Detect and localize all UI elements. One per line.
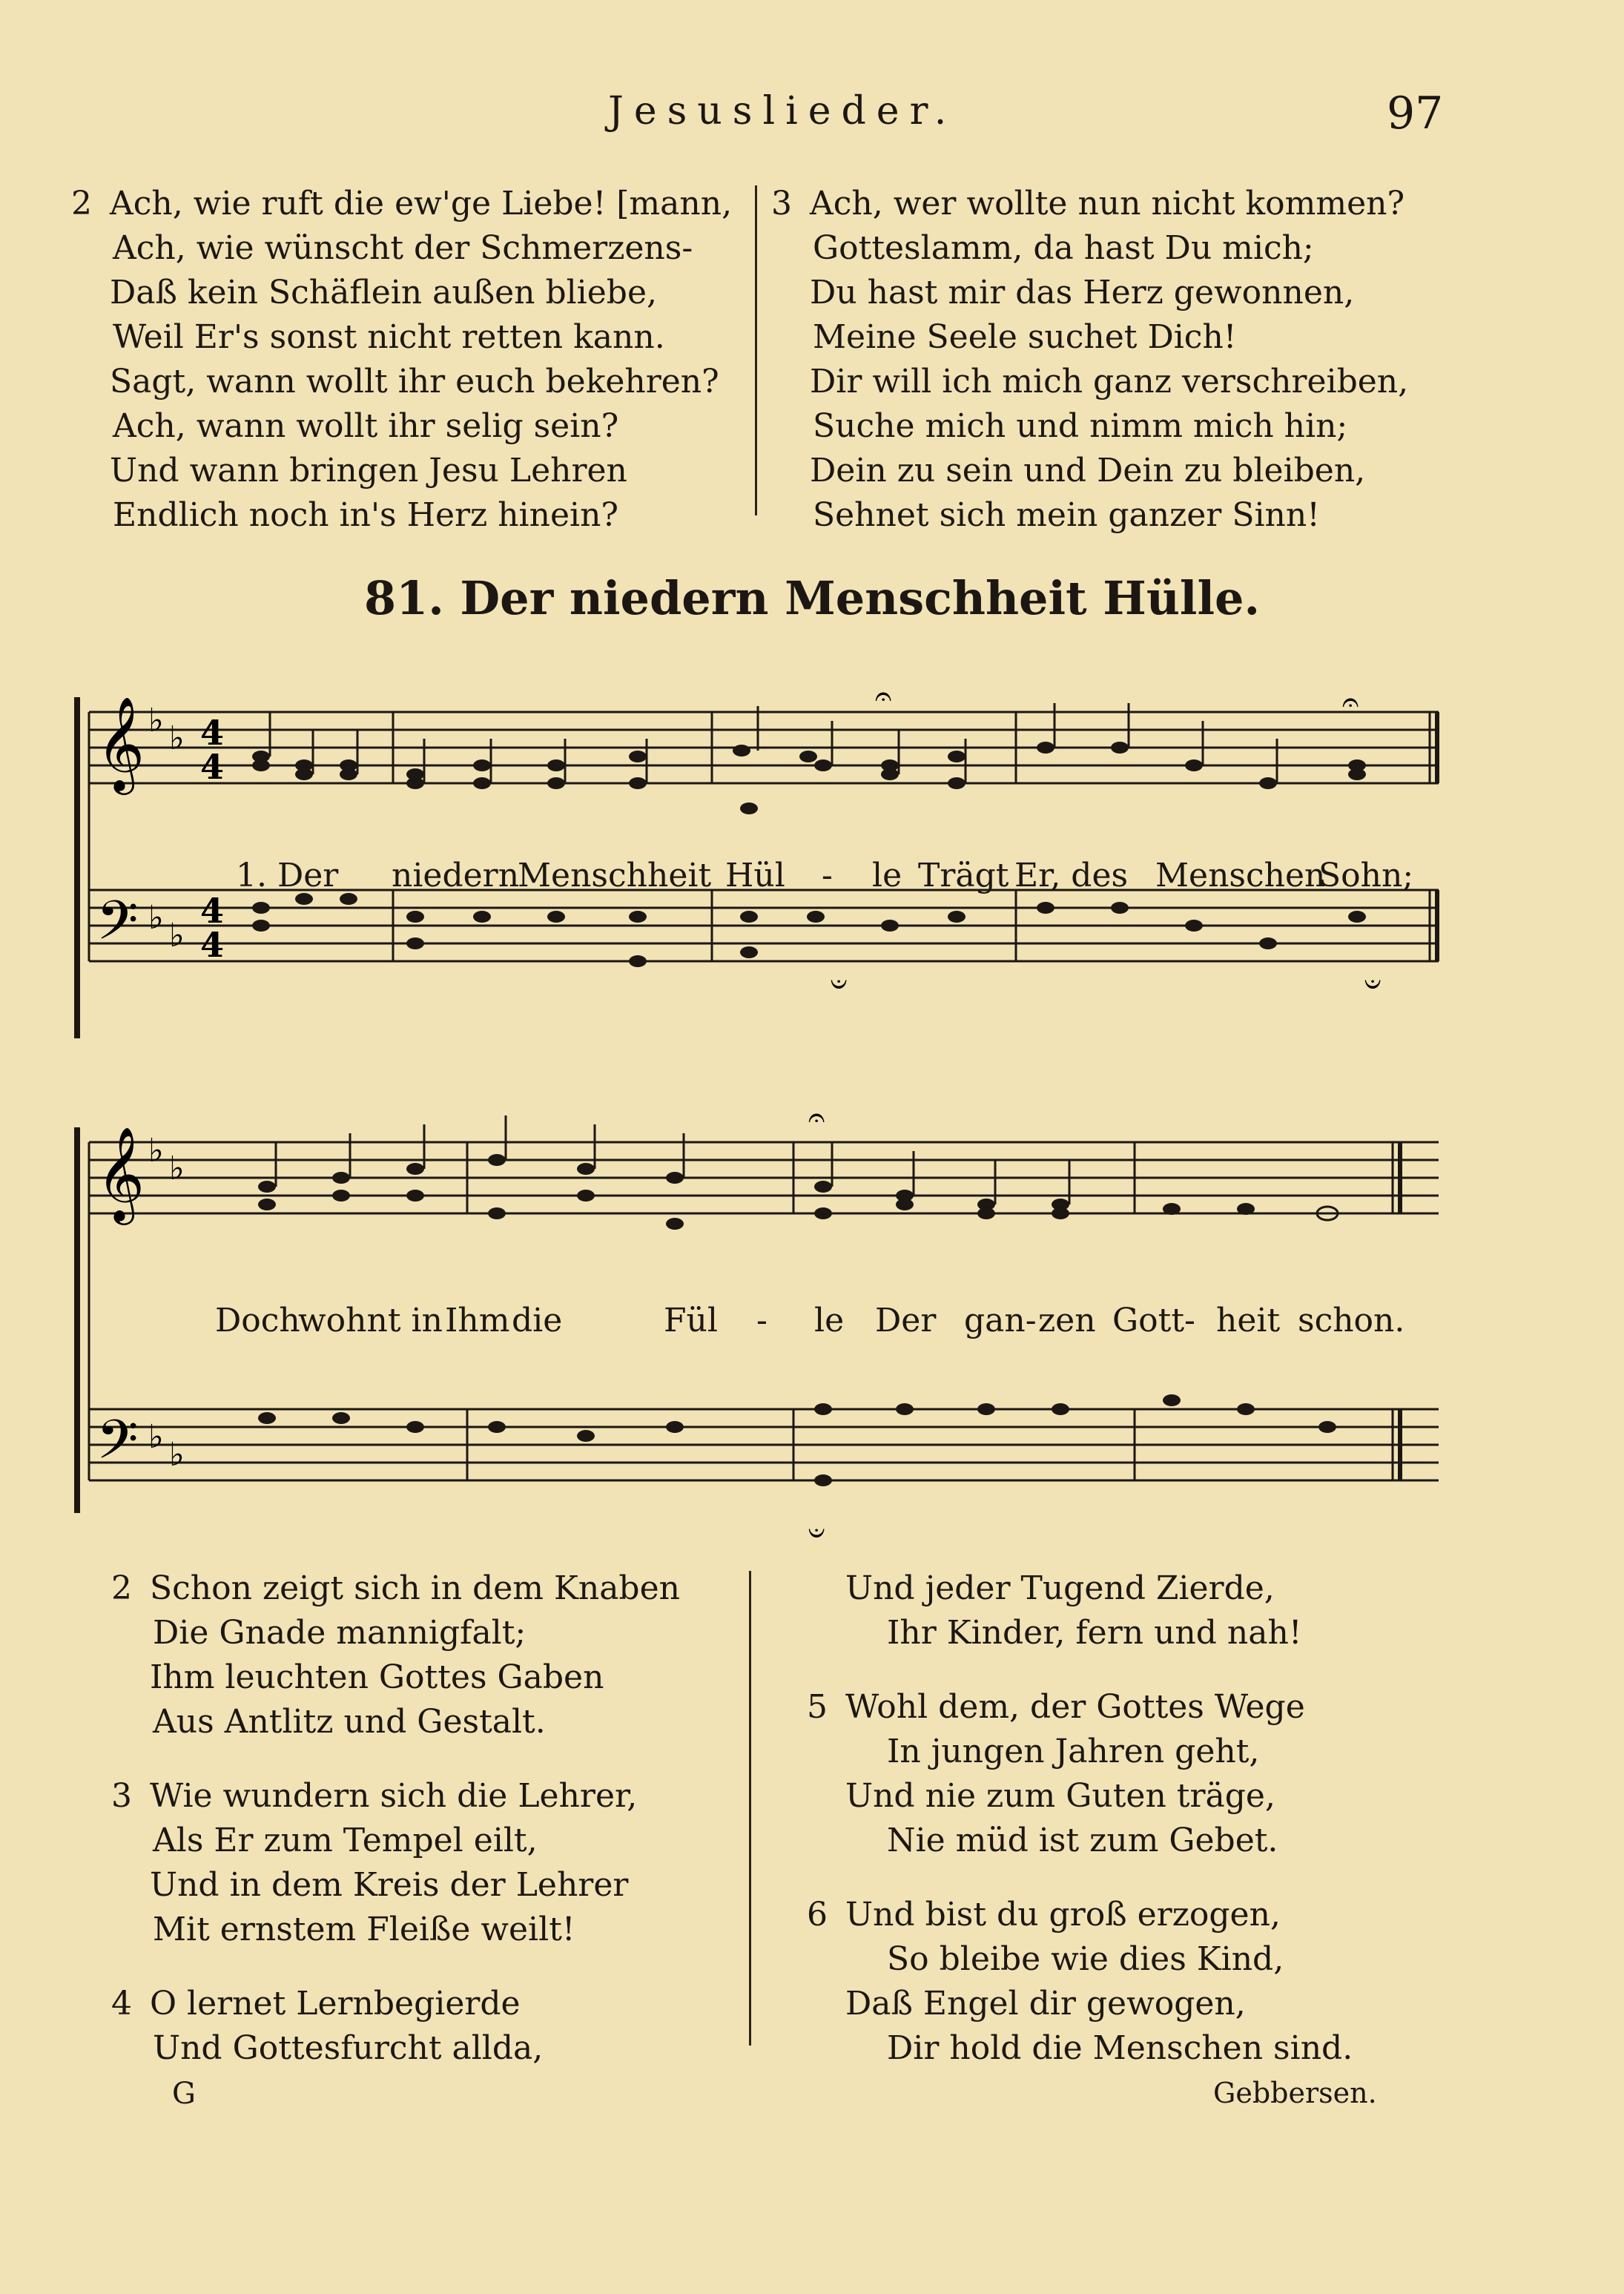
stanza-line: Als Er zum Tempel eilt, (153, 1822, 538, 1859)
stanza-line: Ach, wie ruft die ew'ge Liebe! [mann, (110, 185, 733, 223)
stanza-line: Daß Engel dir gewogen, (845, 1985, 1246, 2023)
stanza-line: In jungen Jahren geht, (887, 1733, 1260, 1770)
flat-icon: ♭ (148, 1418, 164, 1456)
column-divider (755, 185, 757, 515)
flat-icon: ♭ (148, 702, 164, 739)
stanza-line: Gotteslamm, da hast Du mich; (813, 229, 1314, 267)
stanza-number: 2 (71, 185, 92, 223)
stanza-number: 2 (111, 1569, 132, 1607)
time-signature-top: 4 (200, 713, 225, 753)
hymn-title (0, 571, 1624, 625)
stanza-line: Ach, wann wollt ihr selig sein? (113, 407, 619, 445)
lyric-syllable: Ihm (445, 1302, 510, 1339)
stanza-line: Aus Antlitz und Gestalt. (153, 1703, 546, 1741)
fermata-icon: 𝄐 (1342, 685, 1359, 719)
fermata-icon: 𝄐 (808, 1101, 825, 1135)
lyric-syllable: 1. Der (236, 857, 339, 894)
lyric-syllable: Fül (664, 1302, 718, 1339)
hymn-name: Der niedern Menschheit Hülle. (460, 571, 1261, 625)
stanza-line: Und in dem Kreis der Lehrer (150, 1866, 629, 1904)
stanza-line: Ach, wer wollte nun nicht kommen? (810, 185, 1405, 223)
fermata-icon: 𝄑 (808, 1516, 825, 1550)
bottom-right-stanzas (807, 1566, 1353, 2071)
fermata-icon: 𝄐 (875, 679, 892, 713)
stanza-line: Und wann bringen Jesu Lehren (110, 452, 627, 490)
stanza-line: Die Gnade mannigfalt; (153, 1614, 527, 1652)
lyric-syllable: Menschheit (518, 857, 712, 894)
bass-clef-icon: 𝄢 (96, 889, 139, 965)
stanza-line: Ach, wie wünscht der Schmerzens- (113, 229, 693, 267)
treble-notes (252, 742, 1366, 814)
lyric-syllable: heit (1216, 1302, 1281, 1339)
flat-icon: ♭ (169, 1436, 185, 1474)
stanza-line: Schon zeigt sich in dem Knaben (150, 1569, 680, 1607)
fermata-icon: 𝄑 (1364, 967, 1382, 1001)
lyric-syllable: le (814, 1302, 845, 1339)
time-signature-bottom: 4 (200, 925, 225, 965)
lyric-syllable: le (872, 857, 902, 894)
bass-clef-icon: 𝄢 (96, 1408, 139, 1484)
stanza-line: Dir hold die Menschen sind. (887, 2029, 1353, 2067)
lyric-syllable: wohnt in (298, 1302, 443, 1339)
lyric-syllable: niedern (392, 857, 520, 894)
stanza-line: Dir will ich mich ganz verschreiben, (810, 363, 1409, 401)
stanza-line: Sagt, wann wollt ihr euch bekehren? (110, 363, 719, 401)
stanza-number: 3 (771, 185, 792, 223)
stanza-line: Sehnet sich mein ganzer Sinn! (813, 496, 1320, 534)
stanza-line: Wie wundern sich die Lehrer, (150, 1777, 638, 1815)
stanza-line: Ihm leuchten Gottes Gaben (150, 1658, 604, 1696)
bottom-left-stanzas (111, 1566, 680, 2071)
lyric-syllable: - (822, 857, 833, 894)
lyric-syllable: zen (1038, 1302, 1096, 1339)
stanza-line: Und nie zum Guten träge, (845, 1777, 1275, 1815)
lyric-syllable: - (756, 1302, 768, 1339)
stanza-line: Nie müd ist zum Gebet. (887, 1822, 1278, 1859)
lyric-syllable: Er, des (1014, 857, 1129, 894)
stanza-line: Endlich noch in's Herz hinein? (113, 496, 618, 534)
signature-mark: G (172, 2077, 196, 2111)
lyric-syllable: Sohn; (1318, 857, 1414, 894)
top-stanza-2 (71, 182, 732, 538)
stanza-line: Meine Seele suchet Dich! (813, 318, 1237, 356)
stanza-line: Wohl dem, der Gottes Wege (845, 1688, 1305, 1726)
stanza-line: O lernet Lernbegierde (150, 1985, 521, 2023)
stanza-line: Dein zu sein und Dein zu bleiben, (810, 452, 1366, 490)
stanza-number: 3 (111, 1777, 132, 1815)
time-signature-bottom: 4 (200, 891, 225, 931)
stanza-line: Und Gottesfurcht allda, (153, 2029, 544, 2067)
top-stanza-3 (771, 182, 1408, 538)
lyric-syllable: Hül (725, 857, 785, 894)
flat-icon: ♭ (148, 899, 164, 937)
running-title: Jesuslieder. (608, 89, 957, 134)
fermata-icon: 𝄑 (831, 967, 848, 1001)
column-divider (749, 1571, 751, 2046)
lyric-syllable: schon. (1298, 1302, 1405, 1339)
lyric-syllable: gan- (964, 1302, 1037, 1339)
lyric-syllable: Menschen (1155, 857, 1326, 894)
time-signature-top: 4 (200, 747, 225, 787)
flat-icon: ♭ (169, 1150, 185, 1187)
stanza-line: Weil Er's sonst nicht retten kann. (113, 318, 665, 356)
barlines (89, 712, 1437, 961)
treble-notes (258, 1154, 1338, 1230)
lyric-syllable: Doch (215, 1302, 300, 1339)
stanza-line: Und jeder Tugend Zierde, (845, 1569, 1275, 1607)
treble-clef-icon: 𝄞 (96, 696, 145, 791)
stanza-line: Mit ernstem Fleiße weilt! (153, 1911, 575, 1948)
flat-icon: ♭ (169, 719, 185, 757)
stanza-line: Suche mich und nimm mich hin; (813, 407, 1348, 445)
staff-lines (89, 712, 1439, 961)
stanza-line: Ihr Kinder, fern und nah! (887, 1614, 1302, 1652)
lyric-syllable: Der (875, 1302, 937, 1339)
stanza-number: 5 (807, 1688, 828, 1726)
flat-icon: ♭ (169, 917, 185, 955)
lyric-syllable: die (512, 1302, 563, 1339)
stanza-line: So bleibe wie dies Kind, (887, 1940, 1284, 1978)
stanza-number: 6 (807, 1896, 828, 1934)
stanza-number: 4 (111, 1985, 132, 2023)
lyric-syllable: Trägt (918, 857, 1009, 894)
author-credit: Gebbersen. (1213, 2077, 1377, 2109)
treble-clef-icon: 𝄞 (96, 1126, 145, 1221)
stanza-line: Du hast mir das Herz gewonnen, (810, 274, 1355, 312)
page-number: 97 (1387, 88, 1444, 139)
stanza-line: Und bist du groß erzogen, (845, 1896, 1281, 1934)
hymn-number: 81. (363, 571, 444, 625)
flat-icon: ♭ (148, 1132, 164, 1170)
stanza-line: Daß kein Schäflein außen bliebe, (110, 274, 657, 312)
lyric-syllable: Gott- (1112, 1302, 1195, 1339)
bass-notes (252, 893, 1366, 967)
